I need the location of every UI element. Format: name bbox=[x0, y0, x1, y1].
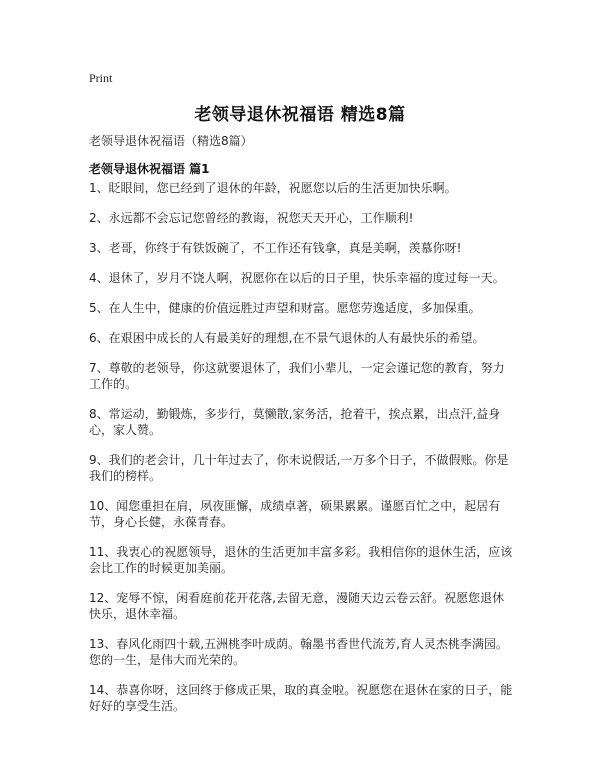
section-heading: 老领导退休祝福语 篇1 bbox=[89, 162, 210, 176]
list-item: 12、宠辱不惊，闲看庭前花开花落,去留无意，漫随天边云卷云舒。祝愿您退休快乐，退休幸福。 bbox=[89, 591, 505, 621]
list-item: 1、眨眼间，您已经到了退休的年龄，祝愿您以后的生活更加快乐啊。 bbox=[89, 181, 457, 195]
print-label[interactable]: Print bbox=[89, 71, 113, 85]
document-subtitle: 老领导退休祝福语（精选8篇） bbox=[89, 134, 253, 148]
list-item: 11、我衷心的祝愿领导，退休的生活更加丰富多彩。我相信你的退休生活，应该会比工作的时候更加美丽。 bbox=[89, 545, 513, 575]
list-item: 2、永远都不会忘记您曾经的教诲，祝您天天开心，工作顺利! bbox=[89, 211, 414, 225]
list-item: 3、老哥，你终于有铁饭碗了，不工作还有钱拿，真是美啊，羡慕你呀! bbox=[89, 241, 462, 255]
list-item: 4、退休了，岁月不饶人啊，祝愿你在以后的日子里，快乐幸福的度过每一天。 bbox=[89, 271, 505, 285]
list-item: 6、在艰困中成长的人有最美好的理想,在不景气退休的人有最快乐的希望。 bbox=[89, 331, 485, 345]
list-item: 8、常运动，勤锻炼，多步行，莫懒散,家务活，抢着干，挨点累，出点汗,益身心，家人赞。 bbox=[89, 407, 501, 437]
list-item: 7、尊敬的老领导，你这就要退休了，我们小辈儿，一定会谨记您的教育，努力工作的。 bbox=[89, 361, 505, 391]
list-item: 9、我们的老会计，几十年过去了，你未说假话,一万多个日子，不做假账。你是我们的榜样。 bbox=[89, 453, 509, 483]
blessing-list bbox=[89, 180, 513, 728]
list-item: 5、在人生中，健康的价值远胜过声望和财富。愿您劳逸适度，多加保重。 bbox=[89, 301, 481, 315]
list-item: 14、恭喜你呀，这回终于修成正果，取的真金啦。祝愿您在退休在家的日子，能好好的享受生活。 bbox=[89, 683, 513, 713]
list-item: 10、闻您重担在肩，夙夜匪懈，成绩卓著，硕果累累。谨愿百忙之中，起居有节，身心长健，永葆青春。 bbox=[89, 499, 501, 529]
page-title: 老领导退休祝福语 精选8篇 bbox=[194, 105, 406, 125]
list-item: 13、春风化雨四十载,五洲桃李叶成荫。翰墨书香世代流芳,育人灵杰桃李满园。您的一生，是伟大而光荣的。 bbox=[89, 637, 508, 667]
